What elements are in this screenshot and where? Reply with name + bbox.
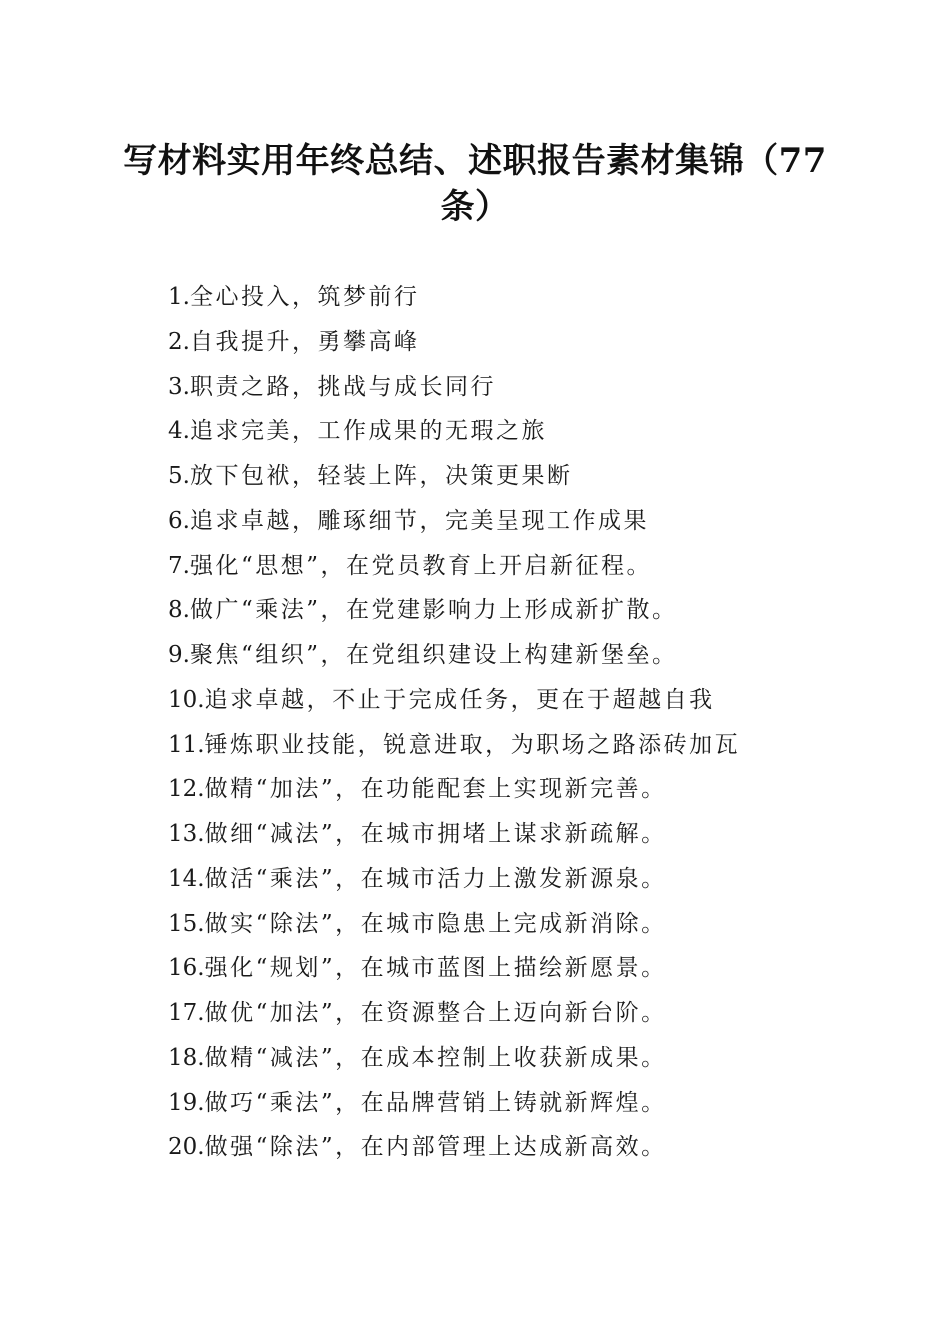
list-item [168, 278, 888, 323]
list-item-text: 全心投入，筑梦前行 [189, 284, 420, 310]
list-item-text: 强化“规划”，在城市蓝图上描绘新愿景。 [204, 955, 667, 982]
list-item-number: 10. [168, 686, 205, 713]
list-item [168, 905, 888, 950]
list-item-number: 17. [168, 1000, 205, 1026]
list-item [168, 681, 888, 726]
list-item [168, 1084, 888, 1129]
list-item [168, 949, 888, 994]
list-item-number: 5. [168, 463, 190, 489]
list-item-text: 做巧“乘法”，在品牌营销上铸就新辉煌。 [204, 1089, 667, 1116]
numbered-list [168, 278, 888, 1173]
list-item [168, 1128, 888, 1173]
list-item [168, 815, 888, 860]
list-item-text: 自我提升，勇攀高峰 [189, 328, 420, 355]
list-item [168, 726, 888, 771]
list-item-text: 职责之路，挑战与成长同行 [189, 373, 496, 400]
list-item-number: 11. [168, 731, 205, 758]
list-item-number: 4. [168, 418, 190, 445]
list-item-text: 聚焦“组织”，在党组织建设上构建新堡垒。 [189, 642, 678, 668]
list-item-text: 做强“除法”，在内部管理上达成新高效。 [204, 1134, 667, 1161]
list-item-number: 15. [168, 910, 205, 937]
title-line-1: 写材料实用年终总结、述职报告素材集锦（77 [123, 141, 827, 181]
list-item-number: 6. [168, 507, 190, 534]
list-item-text: 追求卓越，不止于完成任务，更在于超越自我 [204, 686, 715, 713]
list-item-number: 9. [168, 642, 190, 668]
list-item [168, 547, 888, 592]
title-line-2: 条） [440, 187, 510, 227]
list-item [168, 457, 888, 502]
list-item-number: 2. [168, 328, 190, 355]
list-item-number: 7. [168, 552, 190, 579]
list-item-text: 做实“除法”，在城市隐患上完成新消除。 [204, 910, 667, 937]
list-item [168, 368, 888, 413]
list-item-number: 3. [168, 373, 190, 400]
list-item-text: 做细“减法”，在城市拥堵上谋求新疏解。 [204, 821, 667, 847]
page-title [110, 138, 840, 230]
list-item-number: 19. [168, 1089, 205, 1116]
list-item-number: 13. [168, 821, 205, 847]
list-item [168, 770, 888, 815]
list-item-text: 做精“减法”，在成本控制上收获新成果。 [204, 1044, 667, 1071]
list-item-number: 18. [168, 1044, 205, 1071]
list-item [168, 636, 888, 681]
list-item [168, 591, 888, 636]
list-item [168, 412, 888, 457]
list-item-number: 16. [168, 955, 205, 982]
list-item-text: 放下包袱，轻装上阵，决策更果断 [189, 463, 573, 489]
list-item-text: 追求卓越，雕琢细节，完美呈现工作成果 [189, 507, 649, 534]
list-item-text: 追求完美，工作成果的无瑕之旅 [189, 418, 547, 445]
list-item [168, 994, 888, 1039]
list-item-number: 14. [168, 865, 205, 892]
list-item-number: 12. [168, 776, 205, 803]
list-item-text: 做优“加法”，在资源整合上迈向新台阶。 [204, 1000, 667, 1026]
list-item-text: 做活“乘法”，在城市活力上激发新源泉。 [204, 865, 667, 892]
list-item-text: 做精“加法”，在功能配套上实现新完善。 [204, 776, 667, 803]
list-item-text: 做广“乘法”，在党建影响力上形成新扩散。 [189, 597, 678, 624]
list-item [168, 323, 888, 368]
list-item-text: 强化“思想”，在党员教育上开启新征程。 [189, 552, 652, 579]
list-item-text: 锤炼职业技能，锐意进取，为职场之路添砖加瓦 [204, 731, 741, 758]
list-item-number: 20. [168, 1134, 205, 1161]
list-item [168, 1039, 888, 1084]
list-item-number: 8. [168, 597, 190, 624]
list-item-number: 1. [168, 284, 190, 310]
list-item [168, 860, 888, 905]
list-item [168, 502, 888, 547]
